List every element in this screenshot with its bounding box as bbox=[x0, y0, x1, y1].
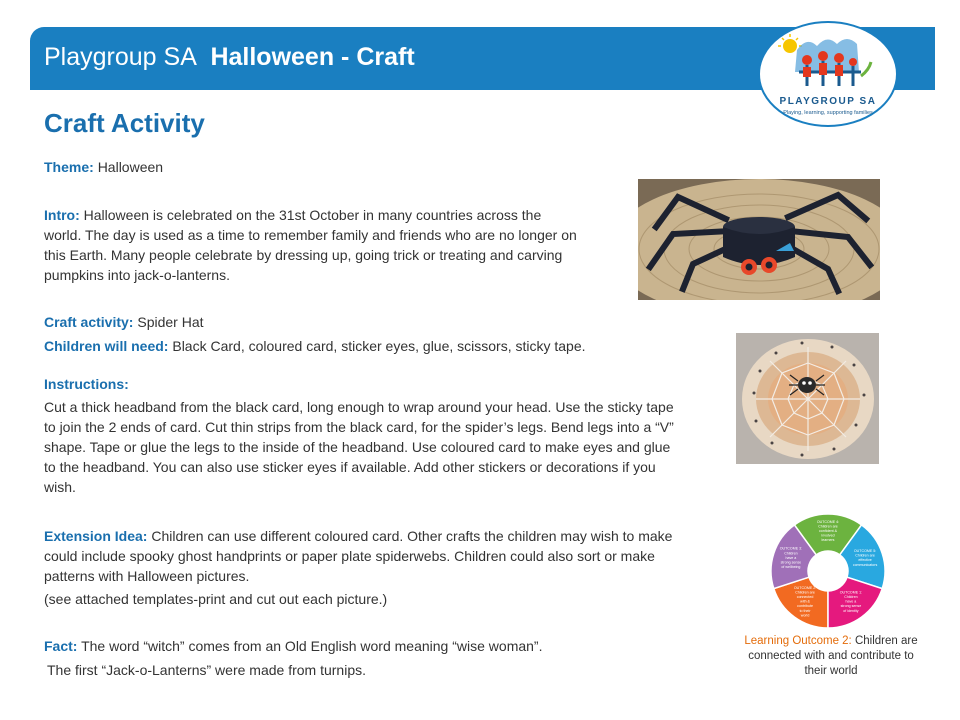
outcome-wheel-center bbox=[809, 552, 847, 590]
header-brand: Playgroup SA bbox=[44, 43, 196, 71]
instructions-heading: Instructions: bbox=[44, 376, 129, 392]
extension-note: (see attached templates-print and cut out each picture.) bbox=[44, 591, 388, 607]
extension-paragraph bbox=[44, 526, 734, 609]
extension-line-1: Children can use different coloured card. Other crafts the children may wish to make bbox=[151, 528, 673, 544]
extension-label: Extension Idea: bbox=[44, 528, 148, 544]
fact-label: Fact: bbox=[44, 638, 78, 654]
theme-value: Halloween bbox=[97, 159, 164, 175]
theme-label: Theme: bbox=[44, 159, 94, 175]
paper-plate-spiderweb-photo bbox=[736, 333, 879, 464]
extension-line-2: could include spooky ghost handprints or paper plate spiderwebs. Children could also sort or make bbox=[44, 548, 655, 564]
outcome-segment-label-5: OUTCOME 1: Children have a strong sense of identity bbox=[839, 590, 863, 613]
intro-line-3: this Earth. Many people celebrate by dressing up, going trick or treating and carving bbox=[44, 247, 563, 263]
instructions-line-5: wish. bbox=[44, 479, 76, 495]
instructions-line-3: shape. Tape or glue the legs to the inside of the headband. Use coloured card to make eyes and glue bbox=[44, 439, 671, 455]
page-title: Craft Activity bbox=[44, 108, 205, 138]
outcome-segment-label-3: OUTCOME 4: Children are confident & involved learners bbox=[816, 519, 840, 543]
theme-line bbox=[44, 157, 163, 177]
playgroup-sa-logo bbox=[757, 20, 899, 128]
instructions-line-1: Cut a thick headband from the black card, long enough to wrap around your head. Use the sticky tape bbox=[44, 399, 674, 415]
spider-hat-photo bbox=[638, 179, 880, 300]
craft-activity-value: Spider Hat bbox=[137, 314, 204, 330]
instructions-line-2: to join the 2 ends of card. Cut thin strips from the black card, for the spider’s legs. Bend legs into a “V” bbox=[44, 419, 674, 435]
fact-line-2: The first “Jack-o-Lanterns” were made from turnips. bbox=[47, 662, 366, 678]
craft-activity-line bbox=[44, 312, 204, 332]
fact-line-1 bbox=[44, 636, 542, 656]
instructions-body bbox=[44, 397, 734, 497]
intro-label: Intro: bbox=[44, 207, 80, 223]
outcome-segment-label-4: OUTCOME 5: Children are effective communicators bbox=[852, 549, 878, 567]
instructions-label bbox=[44, 374, 129, 394]
header-title bbox=[44, 43, 415, 72]
outcome-segment-label-1: OUTCOME 2: Children are connected with & contribute to their world bbox=[793, 585, 817, 618]
instructions-line-4: to the headband. You can also use sticker eyes if available. Add other stickers or decorations if you bbox=[44, 459, 656, 475]
caption-highlight: Learning Outcome 2: bbox=[744, 635, 852, 647]
extension-line-3: patterns with Halloween pictures. bbox=[44, 568, 250, 584]
fact-text-1: The word “witch” comes from an Old English word meaning “wise woman”. bbox=[81, 638, 543, 654]
logo-tagline: Playing, learning, supporting families bbox=[783, 110, 873, 116]
header-subtitle: Halloween - Craft bbox=[210, 43, 415, 71]
caption-text: Children are connected with and contribute to their world bbox=[748, 635, 918, 677]
children-need-label: Children will need: bbox=[44, 338, 169, 354]
craft-activity-label: Craft activity: bbox=[44, 314, 134, 330]
learning-outcomes-wheel bbox=[770, 513, 886, 629]
intro-line-1: Halloween is celebrated on the 31st October in many countries across the bbox=[83, 207, 542, 223]
learning-outcome-caption bbox=[738, 634, 924, 679]
intro-line-2: world. The day is used as a time to remember family and friends who are no longer on bbox=[44, 227, 577, 243]
children-need-line bbox=[44, 336, 586, 356]
logo-wordmark: PLAYGROUP SA bbox=[779, 96, 877, 107]
intro-paragraph bbox=[44, 205, 634, 285]
outcome-segment-label-2: OUTCOME 3: Children have a strong sense of wellbeing bbox=[779, 546, 803, 570]
children-need-value: Black Card, coloured card, sticker eyes, glue, scissors, sticky tape. bbox=[172, 338, 586, 354]
intro-line-4: pumpkins into jack-o-lanterns. bbox=[44, 267, 230, 283]
